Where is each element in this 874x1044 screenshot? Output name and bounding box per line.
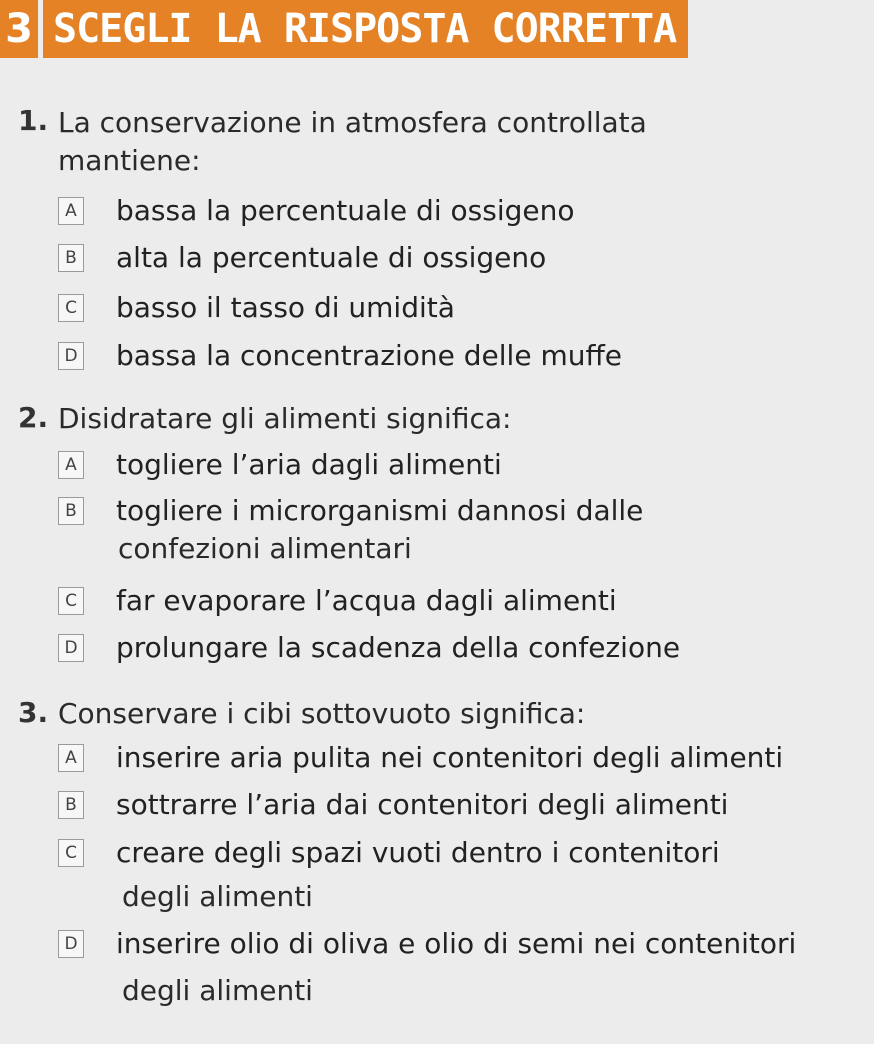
question-1-option-c[interactable] xyxy=(58,287,455,329)
option-letter-box[interactable]: D xyxy=(58,342,84,370)
question-3-text: Conservare i cibi sottovuoto significa: xyxy=(58,697,586,730)
option-letter-box[interactable]: C xyxy=(58,587,84,615)
option-letter-box[interactable]: C xyxy=(58,839,84,867)
exercise-title: SCEGLI LA RISPOSTA CORRETTA xyxy=(43,0,688,58)
option-text: inserire aria pulita nei contenitori degli alimenti xyxy=(116,741,784,774)
option-text: togliere l’aria dagli alimenti xyxy=(116,448,502,481)
question-2-option-d[interactable] xyxy=(58,627,680,669)
option-text: inserire olio di oliva e olio di semi nei contenitori xyxy=(116,927,797,960)
option-text: alta la percentuale di ossigeno xyxy=(116,241,547,274)
option-text: basso il tasso di umidità xyxy=(116,291,455,324)
option-letter-box[interactable]: A xyxy=(58,744,84,772)
option-text: far evaporare l’acqua dagli alimenti xyxy=(116,584,617,617)
question-3-option-d[interactable] xyxy=(58,923,796,965)
option-letter-box[interactable]: B xyxy=(58,244,84,272)
question-2-option-b[interactable] xyxy=(58,490,643,532)
question-3-option-b[interactable] xyxy=(58,784,728,826)
option-letter-box[interactable]: D xyxy=(58,930,84,958)
question-1-option-a[interactable] xyxy=(58,190,574,232)
option-text: bassa la concentrazione delle muffe xyxy=(116,339,622,372)
option-letter-box[interactable]: A xyxy=(58,451,84,479)
question-2-text: Disidratare gli alimenti significa: xyxy=(58,402,512,435)
question-1-text-cont: mantiene: xyxy=(58,144,201,177)
question-1-number: 1. xyxy=(18,104,49,137)
option-letter-box[interactable]: C xyxy=(58,294,84,322)
option-letter-box[interactable]: B xyxy=(58,497,84,525)
question-3-number: 3. xyxy=(18,696,49,729)
option-letter-box[interactable]: B xyxy=(58,791,84,819)
option-text-cont: degli alimenti xyxy=(122,880,313,913)
option-text-cont: degli alimenti xyxy=(122,974,313,1007)
question-1-text: La conservazione in atmosfera controllata xyxy=(58,106,647,139)
option-letter-box[interactable]: D xyxy=(58,634,84,662)
option-text: prolungare la scadenza della confezione xyxy=(116,631,681,664)
option-text: creare degli spazi vuoti dentro i contenitori xyxy=(116,836,720,869)
exercise-number: 3 xyxy=(0,0,38,58)
question-1-option-d[interactable] xyxy=(58,335,622,377)
option-text-cont: confezioni alimentari xyxy=(118,532,412,565)
question-1-option-b[interactable] xyxy=(58,237,546,279)
option-text: sottrarre l’aria dai contenitori degli alimenti xyxy=(116,788,729,821)
exercise-header xyxy=(0,0,688,58)
question-2-option-a[interactable] xyxy=(58,444,502,486)
question-2-number: 2. xyxy=(18,401,49,434)
option-text: togliere i microrganismi dannosi dalle xyxy=(116,494,644,527)
question-3-option-a[interactable] xyxy=(58,737,783,779)
option-text: bassa la percentuale di ossigeno xyxy=(116,194,575,227)
question-3-option-c[interactable] xyxy=(58,832,720,874)
question-2-option-c[interactable] xyxy=(58,580,617,622)
option-letter-box[interactable]: A xyxy=(58,197,84,225)
